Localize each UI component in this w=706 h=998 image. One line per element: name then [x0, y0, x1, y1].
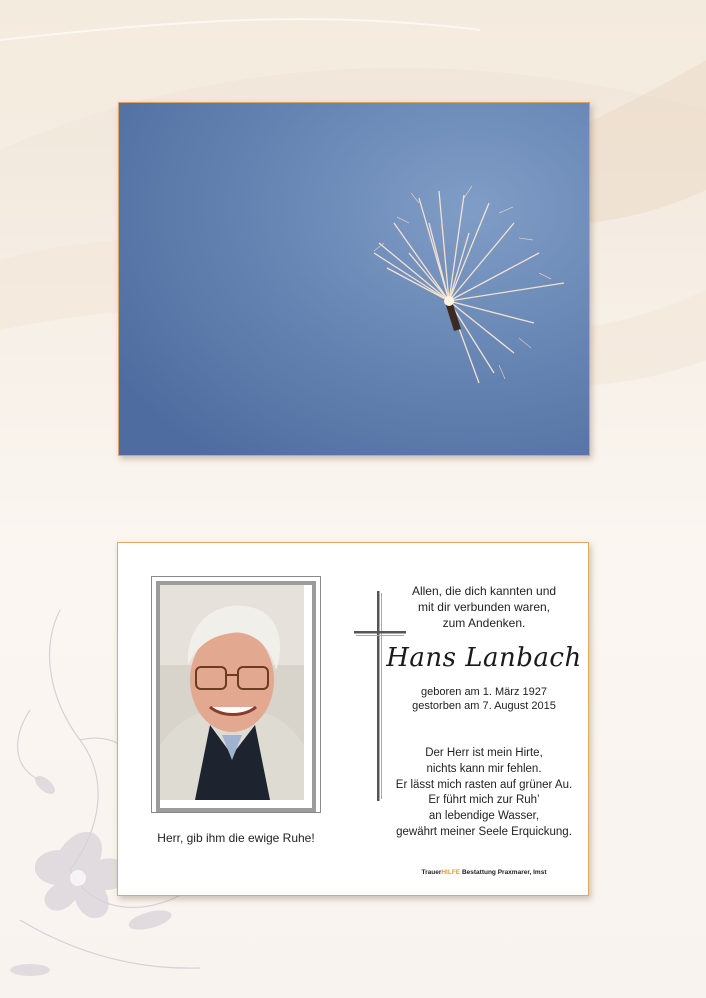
- undertaker-credit: [386, 869, 582, 876]
- death-date: gestorben am 7. August 2015: [412, 700, 556, 712]
- intro-text: [386, 583, 582, 631]
- life-dates: [386, 685, 582, 713]
- psalm-line: Er führt mich zur Ruh’: [428, 794, 540, 807]
- psalm-line: Er lässt mich rasten auf grüner Au.: [395, 778, 573, 791]
- prayer-text: Herr, gib ihm die ewige Ruhe!: [157, 831, 315, 845]
- intro-line: mit dir verbunden waren,: [417, 600, 551, 614]
- psalm-line: gewährt meiner Seele Erquickung.: [396, 825, 572, 838]
- intro-line: Allen, die dich kannten und: [411, 584, 557, 598]
- undertaker-name: Bestattung Praxmarer, Imst: [461, 869, 547, 876]
- portrait-photo: [156, 581, 316, 812]
- header-photo: [118, 102, 590, 456]
- birth-date: geboren am 1. März 1927: [421, 686, 547, 698]
- portrait-frame: [151, 576, 321, 813]
- brand-accent: HILFE: [441, 869, 461, 876]
- dandelion-seed-image: [119, 103, 589, 455]
- psalm-line: nichts kann mir fehlen.: [426, 762, 542, 775]
- deceased-name: Hans Lanbach: [386, 643, 582, 673]
- brand-prefix: Trauer: [421, 869, 442, 876]
- psalm-line: an lebendige Wasser,: [428, 810, 540, 823]
- psalm-line: Der Herr ist mein Hirte,: [425, 747, 543, 759]
- psalm-verse: [386, 746, 582, 841]
- intro-line: zum Andenken.: [442, 616, 526, 630]
- memorial-card: [117, 542, 589, 896]
